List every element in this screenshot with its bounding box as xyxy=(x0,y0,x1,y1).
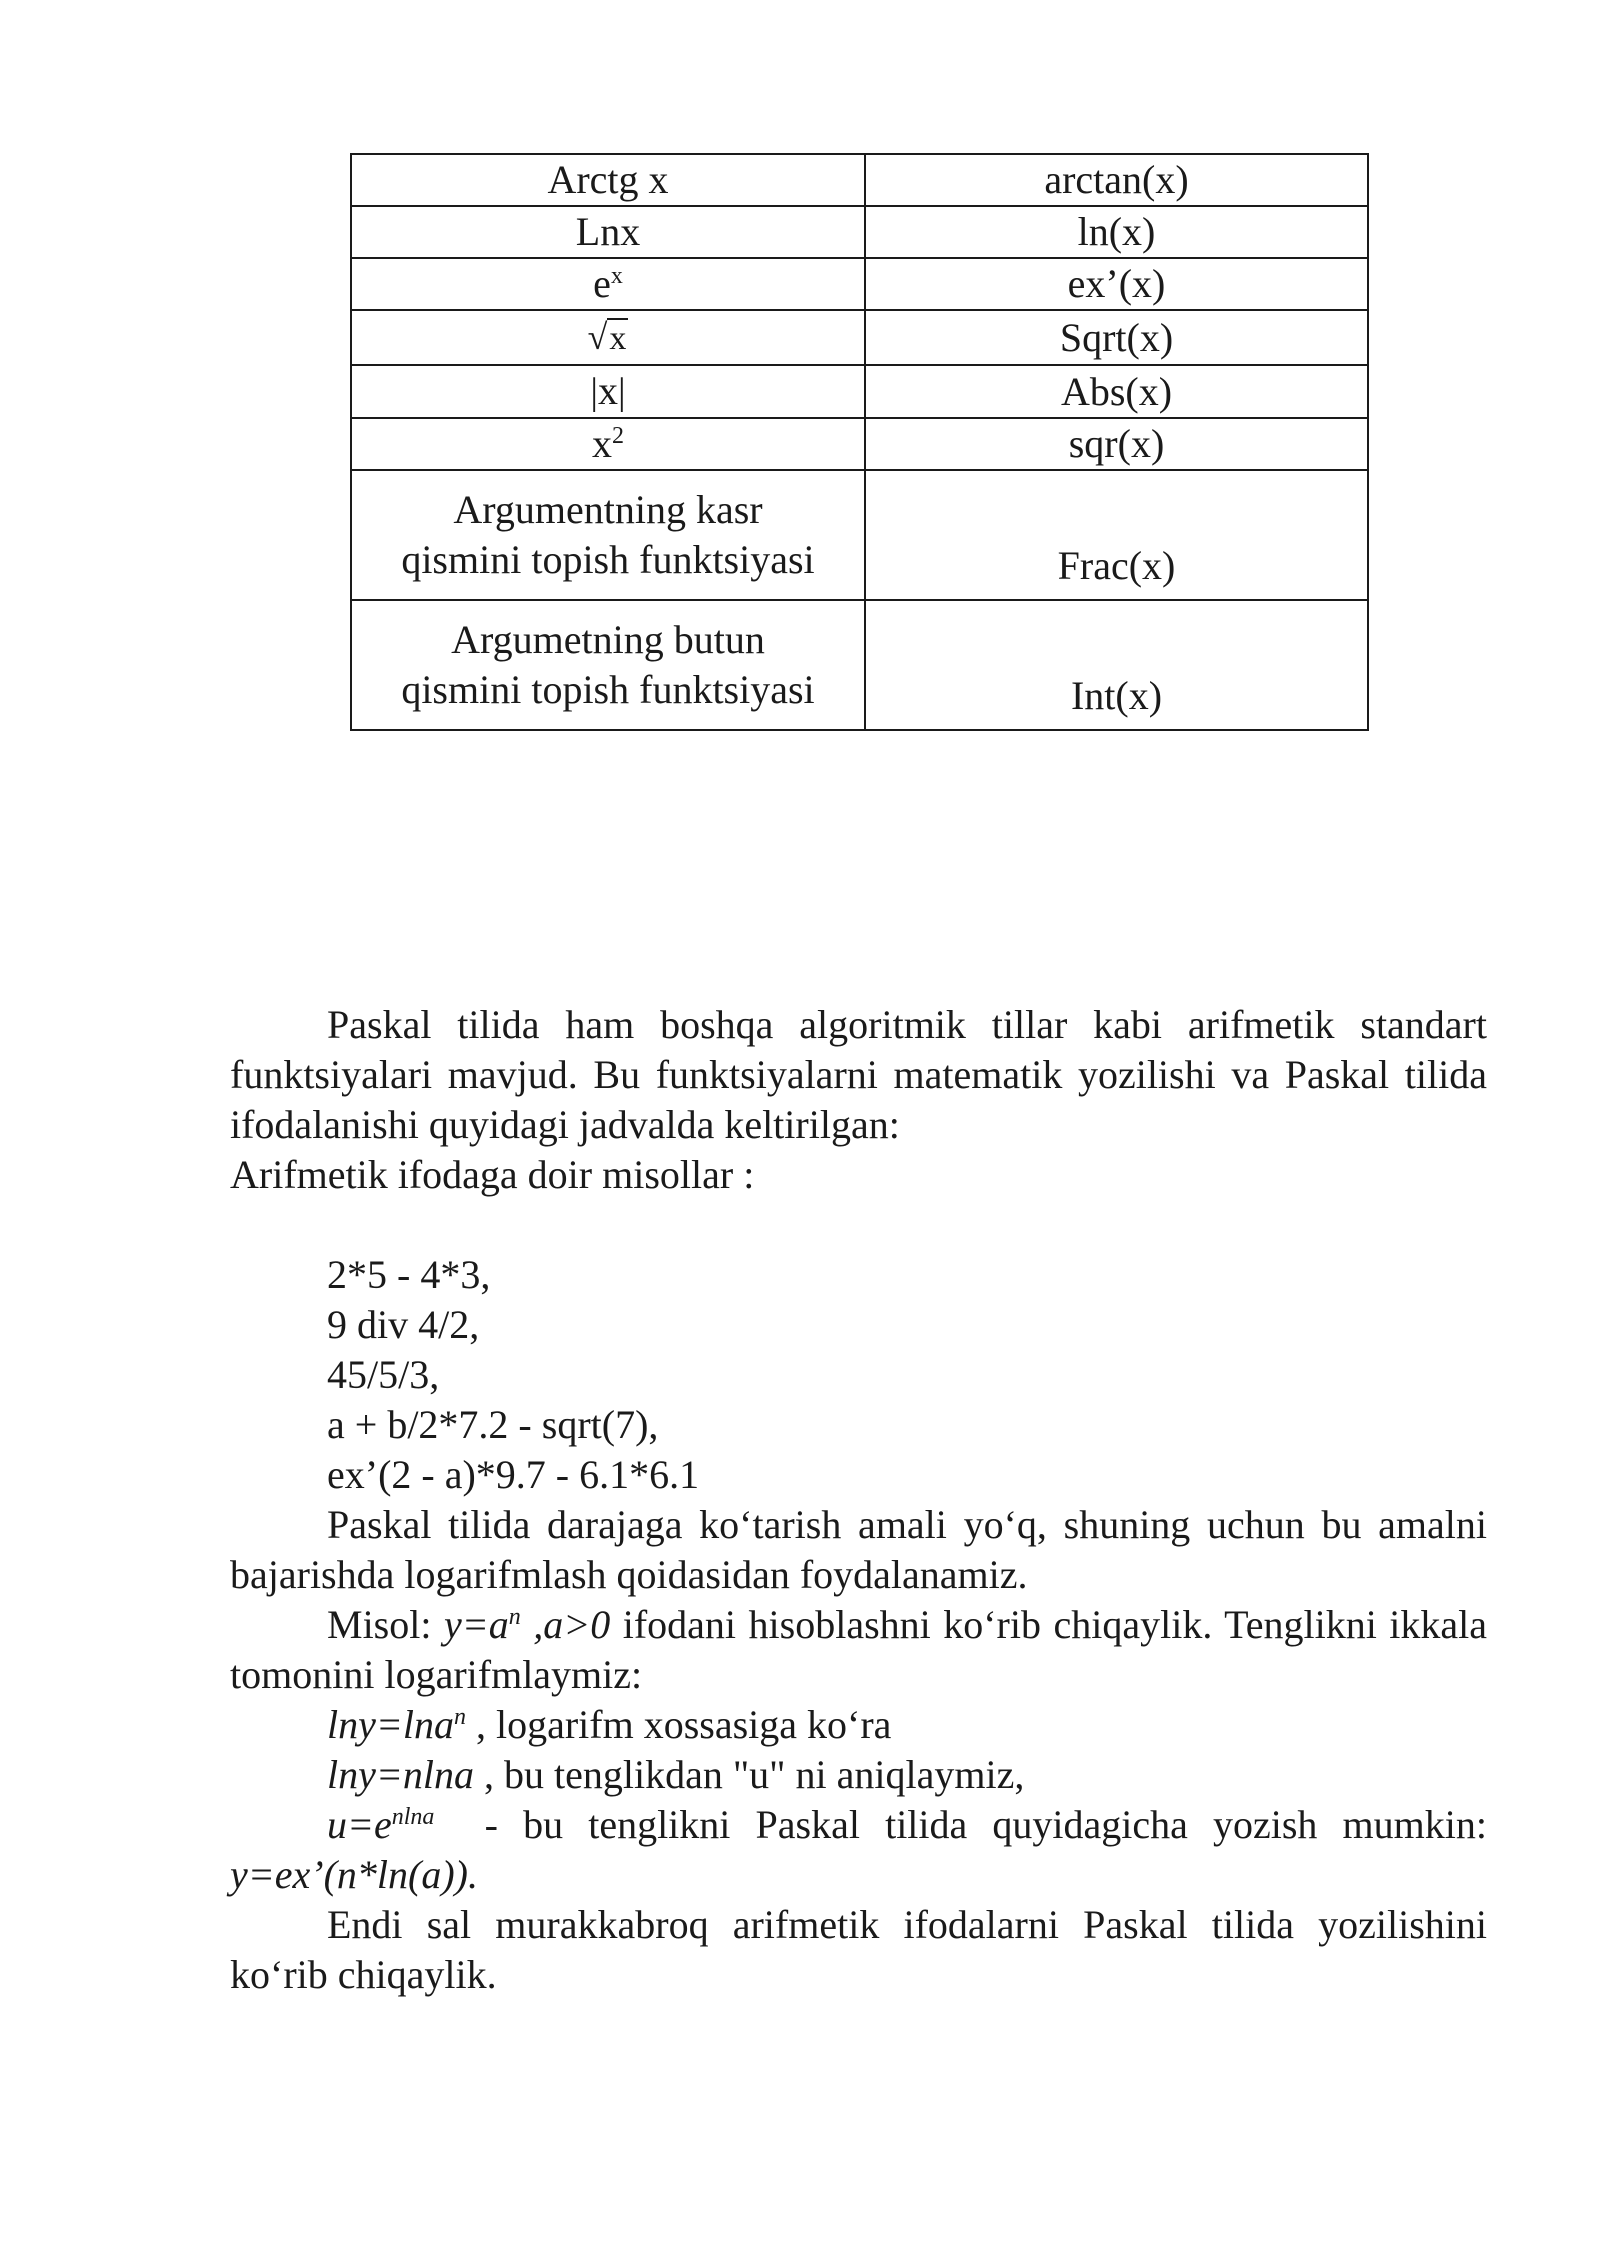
math-cell xyxy=(351,258,865,310)
sqrt-symbol xyxy=(588,312,629,364)
radical-sign: √ xyxy=(587,317,608,357)
abs-argument: x xyxy=(598,368,618,413)
pascal-cell: Abs(x) xyxy=(865,365,1368,418)
table-row xyxy=(351,310,1368,365)
table-row xyxy=(351,154,1368,206)
step1-text: , logarifm xossasiga ko‘ra xyxy=(475,1702,892,1747)
abs-bar-left: | xyxy=(590,371,598,413)
step-line xyxy=(230,1750,1487,1800)
cell-line: qismini topish funktsiyasi xyxy=(401,537,815,582)
math-cell: Lnx xyxy=(351,206,865,258)
table-row xyxy=(351,600,1368,730)
sqrt-argument: x xyxy=(609,320,627,357)
step-line xyxy=(230,1700,1487,1750)
pascal-cell: arctan(x) xyxy=(865,154,1368,206)
table-row xyxy=(351,418,1368,470)
cell-line: Argumentning kasr xyxy=(453,487,763,532)
cell-line: Argumetning butun xyxy=(451,617,765,662)
intro-paragraph: Paskal tilida ham boshqa algoritmik tillar kabi arifmetik standart funktsiyalari mavjud. Bu funktsiyalarni matematik yozilishi va Paskal tilida ifodalanishi quyidagi jadvalda keltirilgan: xyxy=(230,1002,1487,1147)
example-line: 45/5/3, xyxy=(327,1352,440,1397)
table-row xyxy=(351,470,1368,600)
example-line: ex’(2 - a)*9.7 - 6.1*6.1 xyxy=(327,1452,700,1497)
step3-text: - bu tenglikni Paskal tilida quyidagicha yozish mumkin: xyxy=(484,1802,1488,1847)
formula-base: u=e xyxy=(327,1802,392,1847)
example-line: a + b/2*7.2 - sqrt(7), xyxy=(327,1402,659,1447)
power-base: x xyxy=(592,421,612,466)
step1-formula xyxy=(327,1702,466,1747)
body-text xyxy=(230,1000,1487,2000)
formula-base: y=a xyxy=(443,1602,509,1647)
step3-paragraph xyxy=(230,1800,1487,1900)
exp-base: e xyxy=(593,261,611,306)
functions-table xyxy=(350,153,1369,731)
pascal-cell: Frac(x) xyxy=(865,470,1368,600)
cell-line: qismini topish funktsiyasi xyxy=(401,667,815,712)
math-cell xyxy=(351,600,865,730)
step3-formula xyxy=(327,1802,434,1847)
math-cell xyxy=(351,418,865,470)
misol-formula xyxy=(444,1602,521,1647)
abs-bar-right: | xyxy=(618,371,626,413)
misol-paragraph xyxy=(230,1600,1487,1700)
pascal-cell: sqr(x) xyxy=(865,418,1368,470)
formula-superscript: nlna xyxy=(391,1804,435,1830)
table-row xyxy=(351,258,1368,310)
spacer xyxy=(230,1200,1487,1250)
math-cell xyxy=(351,470,865,600)
step3-result: y=ex’(n*ln(a)). xyxy=(230,1852,478,1897)
formula-superscript: n xyxy=(453,1704,466,1730)
misol-text: ifodani hisoblashni ko‘rib chiqaylik. Tenglikni ikkala tomonini logarifmlaymiz: xyxy=(230,1602,1488,1697)
misol-condition: ,a>0 xyxy=(533,1602,611,1647)
step2-formula: lny=nlna xyxy=(327,1752,474,1797)
power-paragraph: Paskal tilida darajaga ko‘tarish amali yo‘q, shuning uchun bu amalni bajarishda logarifmlash qoidasidan foydalanamiz. xyxy=(230,1502,1487,1597)
math-cell: Arctg x xyxy=(351,154,865,206)
table-row xyxy=(351,206,1368,258)
pascal-cell: ex’(x) xyxy=(865,258,1368,310)
exp-superscript: x xyxy=(610,263,623,289)
example-line: 9 div 4/2, xyxy=(327,1302,480,1347)
power-superscript: 2 xyxy=(612,423,624,449)
pascal-cell: Sqrt(x) xyxy=(865,310,1368,365)
formula-base: lny=lna xyxy=(327,1702,454,1747)
pascal-cell: Int(x) xyxy=(865,600,1368,730)
table-row xyxy=(351,365,1368,418)
math-cell xyxy=(351,365,865,418)
pascal-cell: ln(x) xyxy=(865,206,1368,258)
step2-text: , bu tenglikdan "u" ni aniqlaymiz, xyxy=(483,1752,1025,1797)
final-paragraph: Endi sal murakkabroq arifmetik ifodalarni Paskal tilida yozilishini ko‘rib chiqaylik. xyxy=(230,1902,1487,1997)
math-cell xyxy=(351,310,865,365)
examples-heading: Arifmetik ifodaga doir misollar : xyxy=(230,1152,755,1197)
example-line: 2*5 - 4*3, xyxy=(327,1252,491,1297)
misol-label: Misol: xyxy=(327,1602,432,1647)
formula-superscript: n xyxy=(508,1604,521,1630)
